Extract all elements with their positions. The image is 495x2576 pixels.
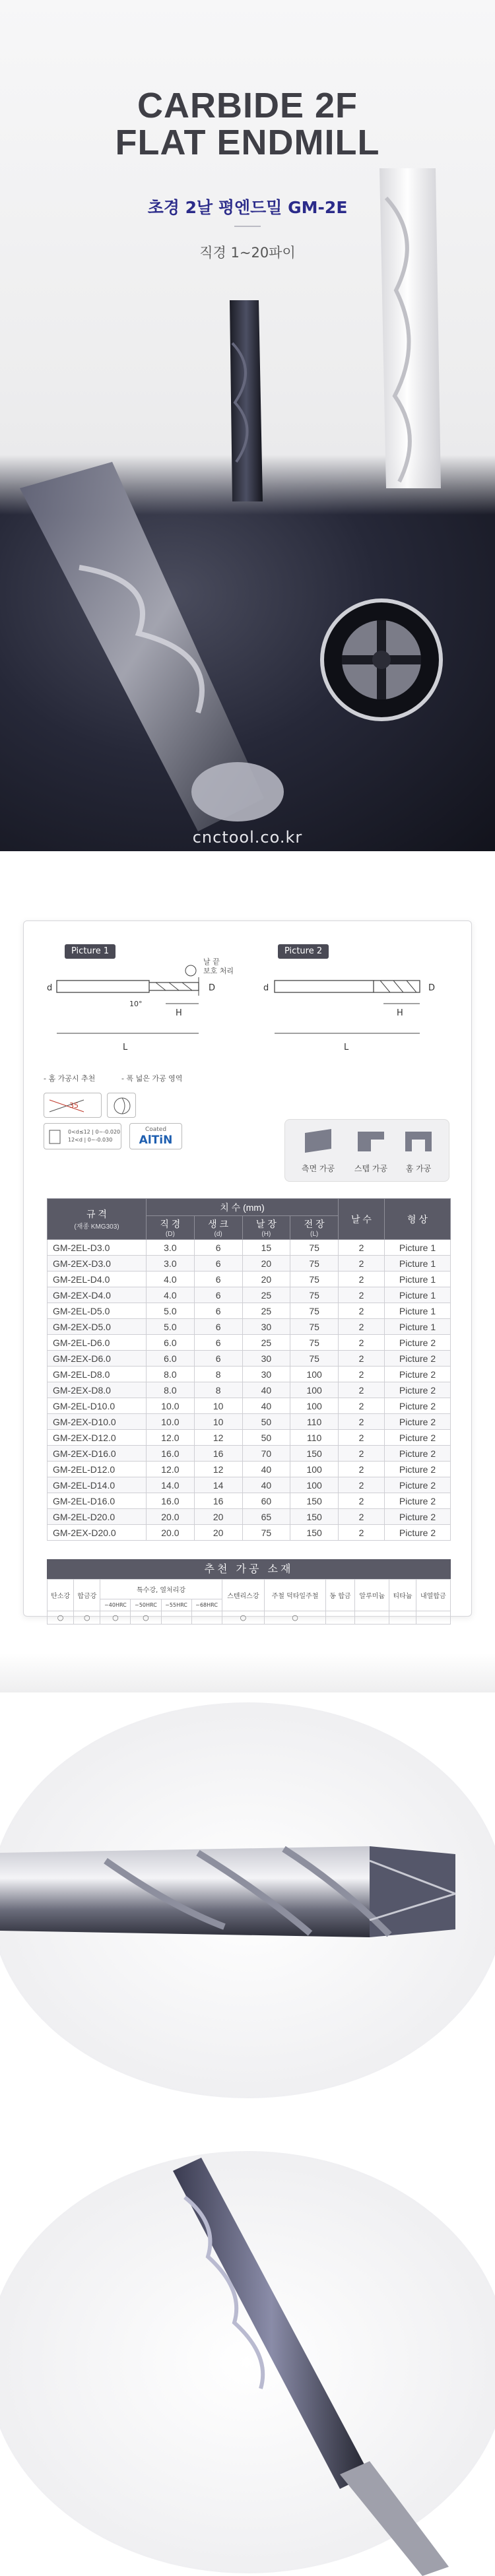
edge-note-line-2: 보호 처리 xyxy=(203,967,234,975)
cell-shank: 6 xyxy=(194,1240,242,1256)
tolerance-line-2: 12<d | 0~-0.030 xyxy=(68,1137,113,1143)
cell-overall-length: 75 xyxy=(290,1335,339,1351)
cell-shape: Picture 2 xyxy=(385,1414,451,1430)
cell-code: GM-2EX-D8.0 xyxy=(48,1382,147,1398)
spec-table-body xyxy=(48,1240,451,1541)
cell-shank: 8 xyxy=(194,1382,242,1398)
cell-flute-length: 30 xyxy=(242,1367,290,1382)
cell-diameter: 6.0 xyxy=(147,1351,195,1367)
cell-diameter: 16.0 xyxy=(147,1493,195,1509)
table-row xyxy=(48,1382,451,1398)
cell-shape: Picture 2 xyxy=(385,1398,451,1414)
cell-shape: Picture 1 xyxy=(385,1240,451,1256)
table-row xyxy=(48,1287,451,1303)
mat-stainless: 스텐리스강 xyxy=(222,1580,264,1611)
side-milling-label: 측면 가공 xyxy=(301,1164,335,1173)
cell-code: GM-2EX-D16.0 xyxy=(48,1446,147,1462)
cell-code: GM-2EL-D8.0 xyxy=(48,1367,147,1382)
cell-shape: Picture 2 xyxy=(385,1430,451,1446)
table-row xyxy=(48,1462,451,1477)
cell-overall-length: 75 xyxy=(290,1256,339,1272)
cell-flute-length: 50 xyxy=(242,1430,290,1446)
cell-flutes: 2 xyxy=(339,1493,385,1509)
cell-diameter: 5.0 xyxy=(147,1303,195,1319)
mark-copper xyxy=(325,1611,354,1625)
cell-diameter: 20.0 xyxy=(147,1525,195,1541)
mark-hrc55 xyxy=(161,1611,191,1625)
table-row xyxy=(48,1430,451,1446)
helix-value: 35 xyxy=(69,1101,79,1110)
cell-code: GM-2EX-D5.0 xyxy=(48,1319,147,1335)
step-milling-label: 스텝 가공 xyxy=(354,1164,388,1173)
cell-shape: Picture 1 xyxy=(385,1287,451,1303)
cell-flutes: 2 xyxy=(339,1240,385,1256)
cell-shank: 16 xyxy=(194,1446,242,1462)
header-spec-sub: (재종 KMG303) xyxy=(74,1223,119,1231)
machining-types-box xyxy=(284,1119,449,1182)
cell-shape: Picture 2 xyxy=(385,1493,451,1509)
website-link[interactable]: cnctool.co.kr xyxy=(192,828,303,847)
cell-shape: Picture 2 xyxy=(385,1351,451,1367)
coating-name: AlTiN xyxy=(139,1134,173,1147)
table-row xyxy=(48,1446,451,1462)
cell-code: GM-2EL-D12.0 xyxy=(48,1462,147,1477)
header-shank: 생 크 (d) xyxy=(194,1216,242,1240)
helix-angle-icon xyxy=(44,1093,102,1118)
cell-shape: Picture 1 xyxy=(385,1319,451,1335)
table-row xyxy=(48,1367,451,1382)
product-subtitle: 초경 2날 평엔드밀 GM-2E xyxy=(147,198,348,217)
cell-flute-length: 25 xyxy=(242,1303,290,1319)
cell-shape: Picture 2 xyxy=(385,1382,451,1398)
cell-flute-length: 25 xyxy=(242,1335,290,1351)
hero-section xyxy=(0,0,495,851)
cell-flutes: 2 xyxy=(339,1462,385,1477)
cell-flutes: 2 xyxy=(339,1509,385,1525)
cell-code: GM-2EL-D14.0 xyxy=(48,1477,147,1493)
cell-flute-length: 25 xyxy=(242,1287,290,1303)
cell-shank: 6 xyxy=(194,1287,242,1303)
cell-overall-length: 75 xyxy=(290,1240,339,1256)
cell-flute-length: 40 xyxy=(242,1477,290,1493)
mark-heat-resistant xyxy=(416,1611,450,1625)
groove-note: - 홈 가공시 추천 xyxy=(44,1074,96,1083)
table-row xyxy=(48,1303,451,1319)
mat-hrc40: ~40HRC xyxy=(100,1599,131,1611)
cell-shank: 6 xyxy=(194,1319,242,1335)
table-row xyxy=(48,1398,451,1414)
cell-code: GM-2EL-D16.0 xyxy=(48,1493,147,1509)
mat-hardened: 특수강, 열처리강 xyxy=(100,1580,222,1599)
picture-1-tag: Picture 1 xyxy=(65,944,116,959)
cell-shape: Picture 1 xyxy=(385,1256,451,1272)
header-shape: 형 상 xyxy=(385,1199,451,1240)
angle-label: 10° xyxy=(129,1000,143,1008)
cell-diameter: 5.0 xyxy=(147,1319,195,1335)
table-row xyxy=(48,1240,451,1256)
cell-diameter: 4.0 xyxy=(147,1287,195,1303)
cell-overall-length: 75 xyxy=(290,1287,339,1303)
cell-flute-length: 20 xyxy=(242,1256,290,1272)
edge-protection-note xyxy=(203,957,234,976)
cell-shank: 6 xyxy=(194,1351,242,1367)
cell-diameter: 20.0 xyxy=(147,1509,195,1525)
cell-code: GM-2EX-D10.0 xyxy=(48,1414,147,1430)
table-row xyxy=(48,1509,451,1525)
wide-area-note: - 폭 넓은 가공 영역 xyxy=(121,1074,183,1083)
header-overall-length: 전 장 (L) xyxy=(290,1216,339,1240)
cell-shape: Picture 2 xyxy=(385,1446,451,1462)
cell-flutes: 2 xyxy=(339,1477,385,1493)
dim-L-label: L xyxy=(123,1043,128,1052)
cell-flutes: 2 xyxy=(339,1382,385,1398)
hero-title xyxy=(0,87,495,161)
header-spec-text: 규 격 xyxy=(86,1209,107,1219)
spec-section xyxy=(0,920,495,1622)
mark-hrc68 xyxy=(191,1611,222,1625)
mat-titanium: 티타늄 xyxy=(389,1580,416,1611)
cell-shape: Picture 1 xyxy=(385,1303,451,1319)
cell-flute-length: 30 xyxy=(242,1351,290,1367)
cell-code: GM-2EL-D20.0 xyxy=(48,1509,147,1525)
coated-label: Coated xyxy=(145,1126,167,1133)
header-diameter: 직 경 (D) xyxy=(147,1216,195,1240)
table-row xyxy=(48,1256,451,1272)
cell-shape: Picture 2 xyxy=(385,1525,451,1541)
mat-copper: 동 합금 xyxy=(325,1580,354,1611)
cell-overall-length: 100 xyxy=(290,1382,339,1398)
dim-L-label-2: L xyxy=(344,1043,349,1052)
cell-flutes: 2 xyxy=(339,1525,385,1541)
cell-overall-length: 150 xyxy=(290,1525,339,1541)
cell-diameter: 8.0 xyxy=(147,1367,195,1382)
cell-code: GM-2EL-D3.0 xyxy=(48,1240,147,1256)
cell-shank: 6 xyxy=(194,1303,242,1319)
dim-D-label-2: D xyxy=(428,983,436,993)
cell-diameter: 3.0 xyxy=(147,1256,195,1272)
cell-code: GM-2EX-D20.0 xyxy=(48,1525,147,1541)
cell-flutes: 2 xyxy=(339,1272,385,1287)
cell-diameter: 3.0 xyxy=(147,1240,195,1256)
mark-hrc50: ○ xyxy=(131,1611,161,1625)
cell-overall-length: 150 xyxy=(290,1446,339,1462)
cell-flutes: 2 xyxy=(339,1414,385,1430)
cell-code: GM-2EL-D6.0 xyxy=(48,1335,147,1351)
cell-code: GM-2EX-D4.0 xyxy=(48,1287,147,1303)
mat-hrc50: ~50HRC xyxy=(131,1599,161,1611)
cell-flutes: 2 xyxy=(339,1367,385,1382)
mark-cast: ○ xyxy=(265,1611,326,1625)
cell-shank: 6 xyxy=(194,1335,242,1351)
endmill-angle-photo xyxy=(0,2144,495,2576)
cell-code: GM-2EL-D4.0 xyxy=(48,1272,147,1287)
mat-carbon: 탄소강 xyxy=(48,1580,74,1611)
cell-flutes: 2 xyxy=(339,1430,385,1446)
cell-shank: 10 xyxy=(194,1414,242,1430)
cell-overall-length: 100 xyxy=(290,1462,339,1477)
cell-diameter: 10.0 xyxy=(147,1398,195,1414)
coating-badge xyxy=(129,1123,182,1149)
cell-diameter: 12.0 xyxy=(147,1430,195,1446)
cell-shank: 10 xyxy=(194,1398,242,1414)
materials-title: 추천 가공 소재 xyxy=(47,1559,451,1579)
edge-note-line-1: 날 끝 xyxy=(203,957,220,966)
cell-shank: 14 xyxy=(194,1477,242,1493)
cell-overall-length: 75 xyxy=(290,1272,339,1287)
cell-shape: Picture 2 xyxy=(385,1335,451,1351)
cell-flute-length: 30 xyxy=(242,1319,290,1335)
cell-overall-length: 75 xyxy=(290,1303,339,1319)
spec-table xyxy=(47,1198,451,1541)
cell-diameter: 16.0 xyxy=(147,1446,195,1462)
cell-diameter: 10.0 xyxy=(147,1414,195,1430)
table-row xyxy=(48,1493,451,1509)
cell-shank: 6 xyxy=(194,1272,242,1287)
cell-overall-length: 100 xyxy=(290,1367,339,1382)
cell-overall-length: 150 xyxy=(290,1509,339,1525)
dim-H-label-2: H xyxy=(397,1008,403,1018)
cell-shape: Picture 2 xyxy=(385,1367,451,1382)
cell-shape: Picture 2 xyxy=(385,1477,451,1493)
cell-flute-length: 20 xyxy=(242,1272,290,1287)
cell-diameter: 14.0 xyxy=(147,1477,195,1493)
dim-d-label: d xyxy=(47,983,53,993)
cell-shank: 20 xyxy=(194,1525,242,1541)
title-line-1: CARBIDE 2F xyxy=(137,86,358,125)
cell-shank: 12 xyxy=(194,1430,242,1446)
cell-flutes: 2 xyxy=(339,1398,385,1414)
groove-milling-label: 홈 가공 xyxy=(405,1164,432,1173)
cell-flutes: 2 xyxy=(339,1303,385,1319)
dim-d-label-2: d xyxy=(263,983,269,993)
header-spec xyxy=(48,1199,147,1240)
cell-shape: Picture 2 xyxy=(385,1509,451,1525)
cell-flutes: 2 xyxy=(339,1446,385,1462)
cell-flutes: 2 xyxy=(339,1256,385,1272)
cell-diameter: 12.0 xyxy=(147,1462,195,1477)
cell-code: GM-2EX-D3.0 xyxy=(48,1256,147,1272)
cell-shank: 6 xyxy=(194,1256,242,1272)
cell-overall-length: 100 xyxy=(290,1477,339,1493)
cell-flute-length: 40 xyxy=(242,1398,290,1414)
cell-code: GM-2EL-D5.0 xyxy=(48,1303,147,1319)
mat-alloy: 합금강 xyxy=(74,1580,100,1611)
dim-D-label: D xyxy=(209,983,216,993)
endmill-side-photo xyxy=(0,1696,495,2105)
mark-carbon: ○ xyxy=(48,1611,74,1625)
cell-flute-length: 15 xyxy=(242,1240,290,1256)
cell-shank: 20 xyxy=(194,1509,242,1525)
tolerance-icon xyxy=(44,1123,121,1149)
table-row xyxy=(48,1335,451,1351)
mark-aluminum xyxy=(355,1611,389,1625)
header-flutes: 날 수 xyxy=(339,1199,385,1240)
cell-flute-length: 70 xyxy=(242,1446,290,1462)
cell-diameter: 6.0 xyxy=(147,1335,195,1351)
picture-2-tag: Picture 2 xyxy=(278,944,329,959)
cell-flutes: 2 xyxy=(339,1319,385,1335)
section-divider-band xyxy=(0,1653,495,1692)
cell-code: GM-2EX-D6.0 xyxy=(48,1351,147,1367)
cell-overall-length: 75 xyxy=(290,1319,339,1335)
tolerance-line-1: 0<d≤12 | 0~-0.020 xyxy=(68,1129,121,1135)
cell-overall-length: 75 xyxy=(290,1351,339,1367)
table-row xyxy=(48,1351,451,1367)
materials-table xyxy=(47,1579,451,1625)
mat-cast: 주철 덕타일주철 xyxy=(265,1580,326,1611)
title-line-2: FLAT ENDMILL xyxy=(115,123,380,162)
cell-shape: Picture 2 xyxy=(385,1462,451,1477)
mark-titanium xyxy=(389,1611,416,1625)
cell-diameter: 4.0 xyxy=(147,1272,195,1287)
cell-shank: 16 xyxy=(194,1493,242,1509)
cell-flutes: 2 xyxy=(339,1335,385,1351)
table-row xyxy=(48,1525,451,1541)
cell-flute-length: 50 xyxy=(242,1414,290,1430)
cell-diameter: 8.0 xyxy=(147,1382,195,1398)
cell-shape: Picture 1 xyxy=(385,1272,451,1287)
mat-hrc68: ~68HRC xyxy=(191,1599,222,1611)
table-row xyxy=(48,1414,451,1430)
mark-hrc40: ○ xyxy=(100,1611,131,1625)
flute-section-icon xyxy=(107,1093,136,1118)
mark-alloy: ○ xyxy=(74,1611,100,1625)
cell-flutes: 2 xyxy=(339,1287,385,1303)
divider xyxy=(234,226,261,227)
spec-card xyxy=(23,920,472,1622)
mat-hrc55: ~55HRC xyxy=(161,1599,191,1611)
table-row xyxy=(48,1319,451,1335)
mark-stainless: ○ xyxy=(222,1611,264,1625)
header-dimensions: 치 수 (mm) xyxy=(147,1199,339,1216)
mat-heat-resistant: 내열합금 xyxy=(416,1580,450,1611)
cell-flute-length: 75 xyxy=(242,1525,290,1541)
table-row xyxy=(48,1477,451,1493)
cell-flute-length: 40 xyxy=(242,1382,290,1398)
cell-flute-length: 65 xyxy=(242,1509,290,1525)
cell-code: GM-2EL-D10.0 xyxy=(48,1398,147,1414)
cell-shank: 8 xyxy=(194,1367,242,1382)
mat-aluminum: 알루미늄 xyxy=(355,1580,389,1611)
table-row xyxy=(48,1272,451,1287)
diameter-range: 직경 1~20파이 xyxy=(199,245,296,261)
cell-overall-length: 110 xyxy=(290,1414,339,1430)
cell-overall-length: 100 xyxy=(290,1398,339,1414)
cell-code: GM-2EX-D12.0 xyxy=(48,1430,147,1446)
cell-overall-length: 150 xyxy=(290,1493,339,1509)
picture-2-diagram xyxy=(258,957,456,1056)
header-flute-length: 날 장 (H) xyxy=(242,1216,290,1240)
dim-H-label: H xyxy=(176,1008,182,1018)
cell-overall-length: 110 xyxy=(290,1430,339,1446)
cell-shank: 12 xyxy=(194,1462,242,1477)
cell-flute-length: 60 xyxy=(242,1493,290,1509)
cell-flutes: 2 xyxy=(339,1351,385,1367)
cell-flute-length: 40 xyxy=(242,1462,290,1477)
